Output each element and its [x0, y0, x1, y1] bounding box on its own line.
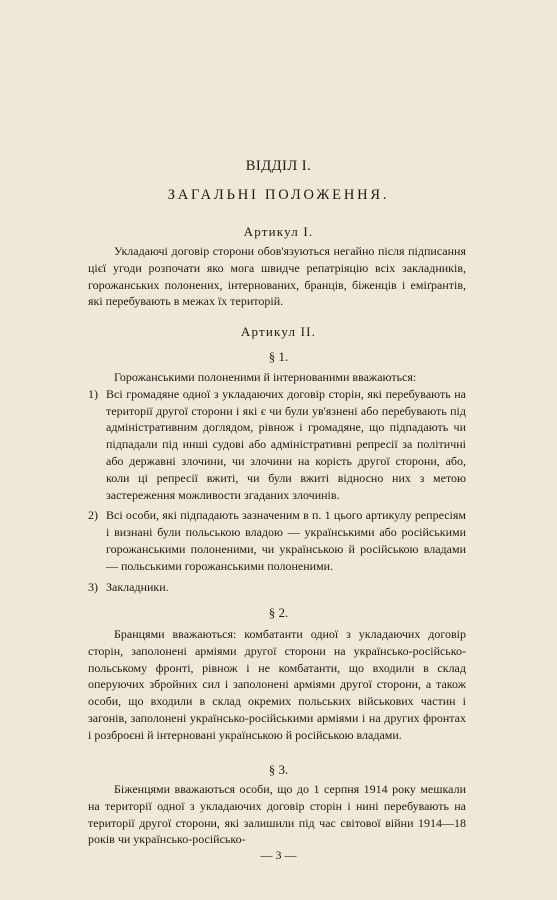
- page-number: — 3 —: [260, 848, 297, 862]
- paragraph-1-heading: § 1.: [268, 349, 289, 364]
- paragraph-1-body: [88, 369, 466, 595]
- paragraph-3-heading: § 3.: [268, 762, 289, 777]
- list-item-text: Всі особи, які підпадають зазначеним в п. 1 цього артикулу репресіям і визнані були польською владою — українськими або російськими горожанськими полоненими, чи українською й російською владами — польськими горожанськими полоненими.: [106, 508, 466, 573]
- list-item-number: 2): [88, 508, 98, 523]
- list-item-number: 1): [88, 386, 98, 401]
- paragraph-1-intro: Горожанськими полоненими й інтернованими вважаються:: [114, 370, 417, 384]
- list-item: [88, 579, 466, 596]
- list-item-text: Закладники.: [106, 579, 169, 594]
- article-2-heading: Артикул ІІ.: [240, 324, 317, 339]
- list-item: [88, 507, 466, 574]
- paragraph-3-text: Біженцями вважаються особи, що до 1 серпня 1914 року мешкали на території одної з укладаючих договір сторін і нині перебувають на території другої сторони, які залишили під час світової війни 1914—18 років чи українсько-російсько-: [88, 782, 466, 847]
- section-heading: ВІДДІЛ І.: [245, 158, 312, 174]
- list-item: [88, 386, 466, 504]
- list-item-number: 3): [88, 579, 98, 594]
- list-item-text: Всі громадяне одної з укладаючих договір сторін, які перебувають на території другої сторони і які є чи були ув'язнені або перебувають під адміністративним доглядом, рівнож і громадяне, що підпадають чи підпадали під инші судові або адміністративні репресії за політичні або державні злочини, чи злочини на корість другої сторони, або, коли ці репресії вжиті, чи були вжиті відносно них з метою застереження можливости згаданих злочинів.: [106, 386, 466, 502]
- article-1-text: Укладаючі договір сторони обов'язуються негайно після підписання цієї угоди розпочати яко мога швидче репатріяцію всіх закладників, горожанських полонених, інтернованих, бранців, біженців і еміґрантів, які перебувають в межах їх територій.: [88, 244, 466, 309]
- paragraph-2-heading: § 2.: [268, 605, 289, 620]
- paragraph-2-text: Бранцями вважаються: комбатанти одної з укладаючих договір сторін, заполонені арміями другої сторони на українсько-російсько-польському фронті, рівнож і не комбатанти, що входили в склад оперуючих збройних сил і заполонені арміями другої сторони, а також особи, що входили в склад окремих польських військових частин і загонів, заполонені українсько-російськими арміями і на других фронтах і розброєні й інтерновані українською й російською владами.: [88, 627, 466, 742]
- article-1-heading: Артикул І.: [243, 224, 314, 239]
- chapter-title: ЗАГАЛЬНІ ПОЛОЖЕННЯ.: [167, 187, 390, 203]
